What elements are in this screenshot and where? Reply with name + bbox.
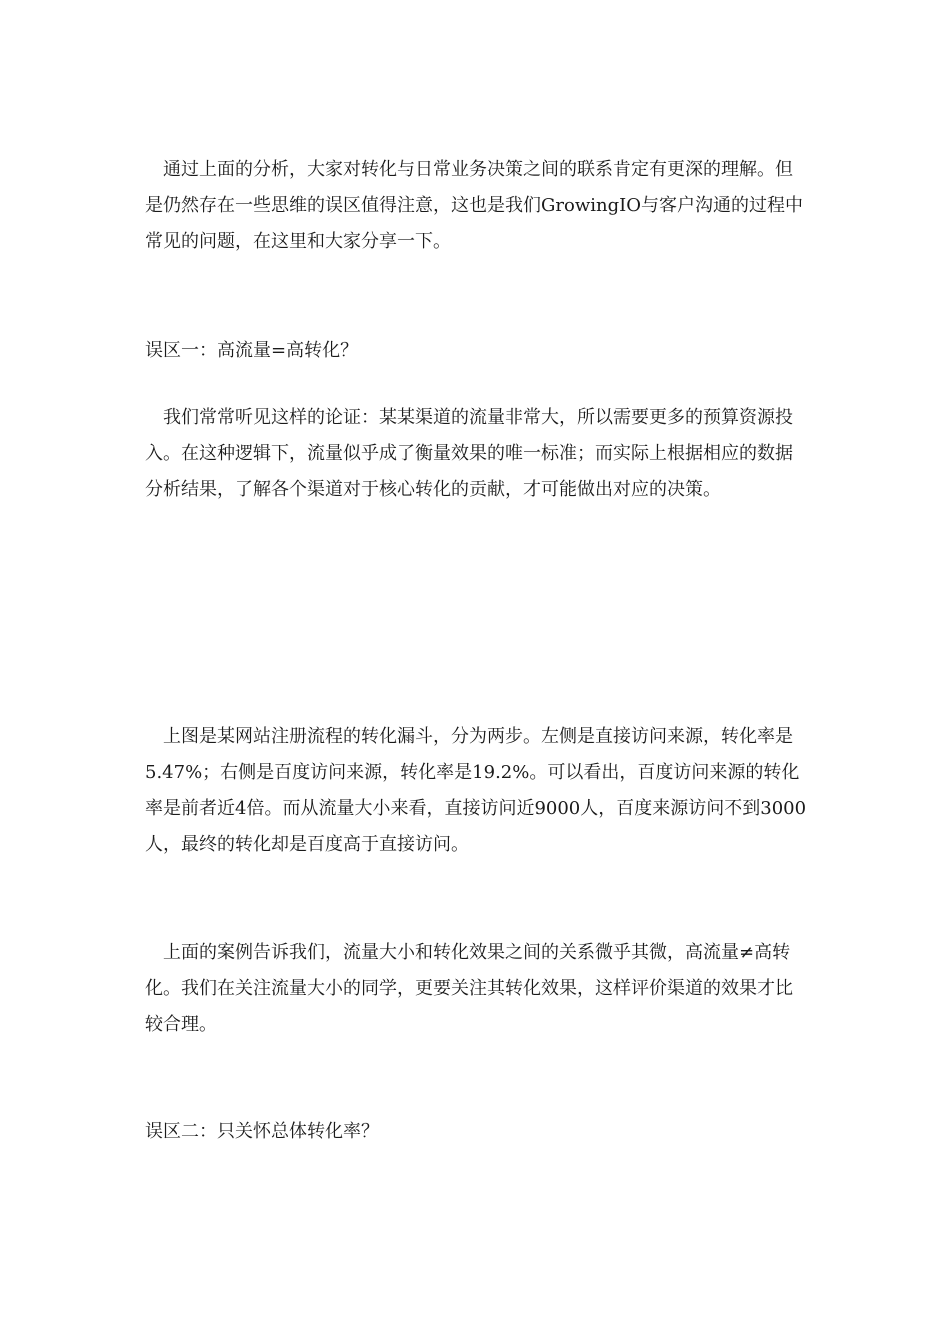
intro-paragraph: 通过上面的分析，大家对转化与日常业务决策之间的联系肯定有更深的理解。但是仍然存在一些思维的误区值得注意，这也是我们GrowingIO与客户沟通的过程中常见的问题，在这里和大家分享一下。 [145, 159, 803, 252]
case-conclusion-paragraph: 上面的案例告诉我们，流量大小和转化效果之间的关系微乎其微，高流量≠高转化。我们在关注流量大小的同学，更要关注其转化效果，这样评价渠道的效果才比较合理。 [145, 942, 793, 1035]
section-heading-misconception-2: 误区二：只关怀总体转化率？ [145, 1121, 379, 1142]
funnel-explanation-paragraph: 上图是某网站注册流程的转化漏斗，分为两步。左侧是直接访问来源，转化率是5.47%；右侧是百度访问来源，转化率是19.2%。可以看出，百度访问来源的转化率是前者近4倍。而从流量大小来看，直接访问近9000人，百度来源访问不到3000人，最终的转化却是百度高于直接访问。 [145, 726, 807, 855]
misconception-1-paragraph: 我们常常听见这样的论证：某某渠道的流量非常大，所以需要更多的预算资源投入。在这种逻辑下，流量似乎成了衡量效果的唯一标准；而实际上根据相应的数据分析结果，了解各个渠道对于核心转化的贡献，才可能做出对应的决策。 [145, 407, 793, 500]
section-heading-misconception-1: 误区一：高流量=高转化？ [145, 340, 359, 361]
